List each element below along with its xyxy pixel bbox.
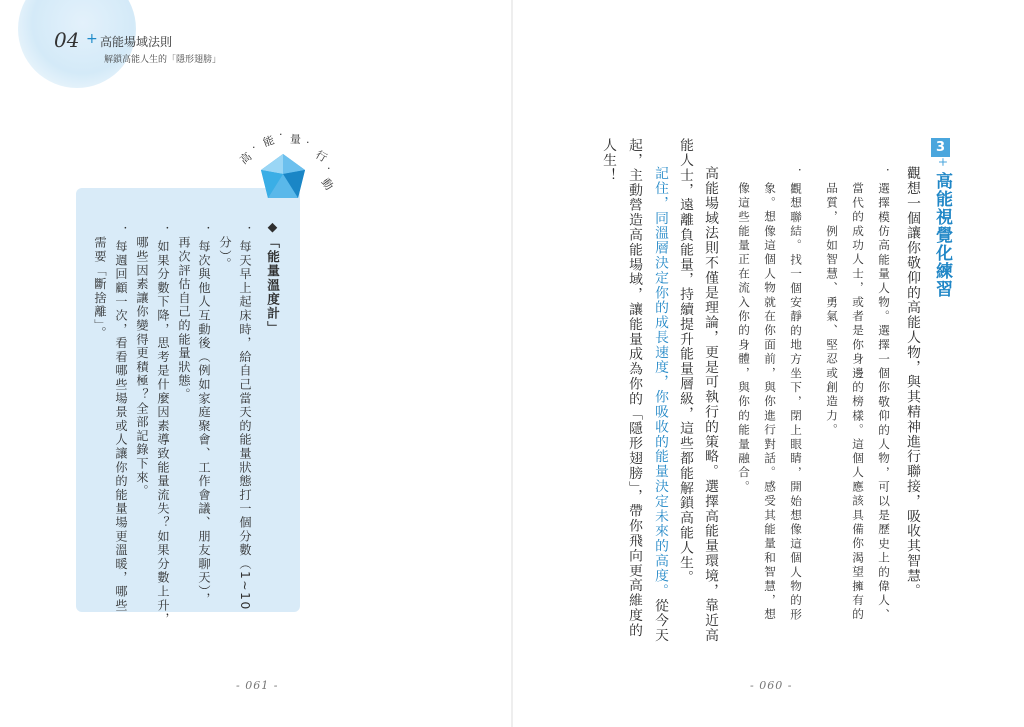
arc-char: 動 — [318, 176, 336, 193]
section-plus: + — [936, 157, 950, 168]
paragraph-line: 高能場域法則不僅是理論，更是可執行的策略。選擇高能量環境，靠近高 — [702, 166, 718, 643]
arc-char: · — [279, 128, 283, 141]
arc-char: · — [306, 136, 310, 149]
sidebar-heading: ◆「能量溫度計」 — [265, 219, 280, 335]
paragraph-line: 起，主動營造高能場域，讓能量成為你的「隱形翅膀」，帶你飛向更高維度的 — [626, 138, 642, 638]
highlighted-quote: 記住，同溫層決定你的成長速度，你吸收的能量決定未來的高度。 — [652, 166, 668, 599]
sidebar-line: ．每週回顧一次，看看哪些場景或人讓你的能量場更溫暖，哪些 — [114, 226, 128, 613]
bullet-line: 當代的成功人士，或者是你身邊的榜樣。這個人應該具備你渴望擁有的 — [851, 182, 865, 623]
bullet-line: ．觀想聯結。找一個安靜的地方坐下，閉上眼睛，開始想像這個人物的形 — [789, 168, 803, 623]
intro-paragraph: 觀想一個讓你敬仰的高能人物，與其精神進行聯接，吸收其智慧。 — [904, 166, 920, 599]
arc-char: · — [327, 162, 331, 175]
page-number-right: - 060 - — [750, 679, 793, 692]
chapter-subtitle: 解鎖高能人生的「隱形翅膀」 — [104, 55, 222, 65]
arc-char: · — [252, 141, 256, 154]
section-number-badge: 3 — [931, 138, 950, 157]
arc-char: 行 — [313, 148, 330, 165]
section-title: 高能視覺化練習 — [932, 172, 952, 298]
paragraph-line: 能人士，遠離負能量，持續提升能量層級，這些都能解鎖高能人生。 — [677, 138, 693, 585]
arc-char: 高 — [237, 149, 255, 167]
bullet-line: 品質，例如智慧、勇氣、堅忍或創造力。 — [825, 182, 839, 438]
chapter-number: 04 — [54, 28, 80, 52]
sidebar-line: ．如果分數下降，思考是什麼因素導致能量流失？如果分數上升， — [156, 226, 170, 627]
paragraph-tail: 從今天 — [652, 598, 668, 643]
sidebar-line: 再次評估自己的能量狀態。 — [177, 236, 191, 402]
sidebar-line: ．每次與他人互動後（例如家庭聚會、工作會議、朋友聊天）， — [197, 226, 211, 607]
crystal-icon — [258, 152, 308, 204]
sidebar-line: ．每天早上起床時，給自己當天的能量狀態打一個分數（1∼10 — [238, 226, 252, 611]
sidebar-line: 需要「斷捨離」。 — [93, 236, 107, 341]
chapter-title: 高能場域法則 — [100, 35, 173, 49]
bullet-line: ．選擇模仿高能量人物。選擇一個你敬仰的人物，可以是歷史上的偉人、 — [877, 168, 891, 623]
bullet-line: 象。想像這個人物就在你面前，與你進行對話。感受其能量和智慧，想 — [763, 182, 777, 623]
paragraph-line: 人生！ — [600, 138, 616, 183]
sidebar-line: 分）。 — [218, 236, 232, 272]
sidebar-line: 哪些因素讓你變得更積極？全部記錄下來。 — [135, 236, 149, 499]
arc-char: 能 — [261, 133, 277, 150]
paragraph-line — [650, 166, 670, 643]
arc-char: 量 — [289, 132, 302, 147]
page-number-left: - 061 - — [236, 679, 279, 692]
bullet-line: 像這些能量正在流入你的身體，與你的能量融合。 — [737, 182, 751, 495]
chapter-plus: + — [86, 31, 98, 47]
